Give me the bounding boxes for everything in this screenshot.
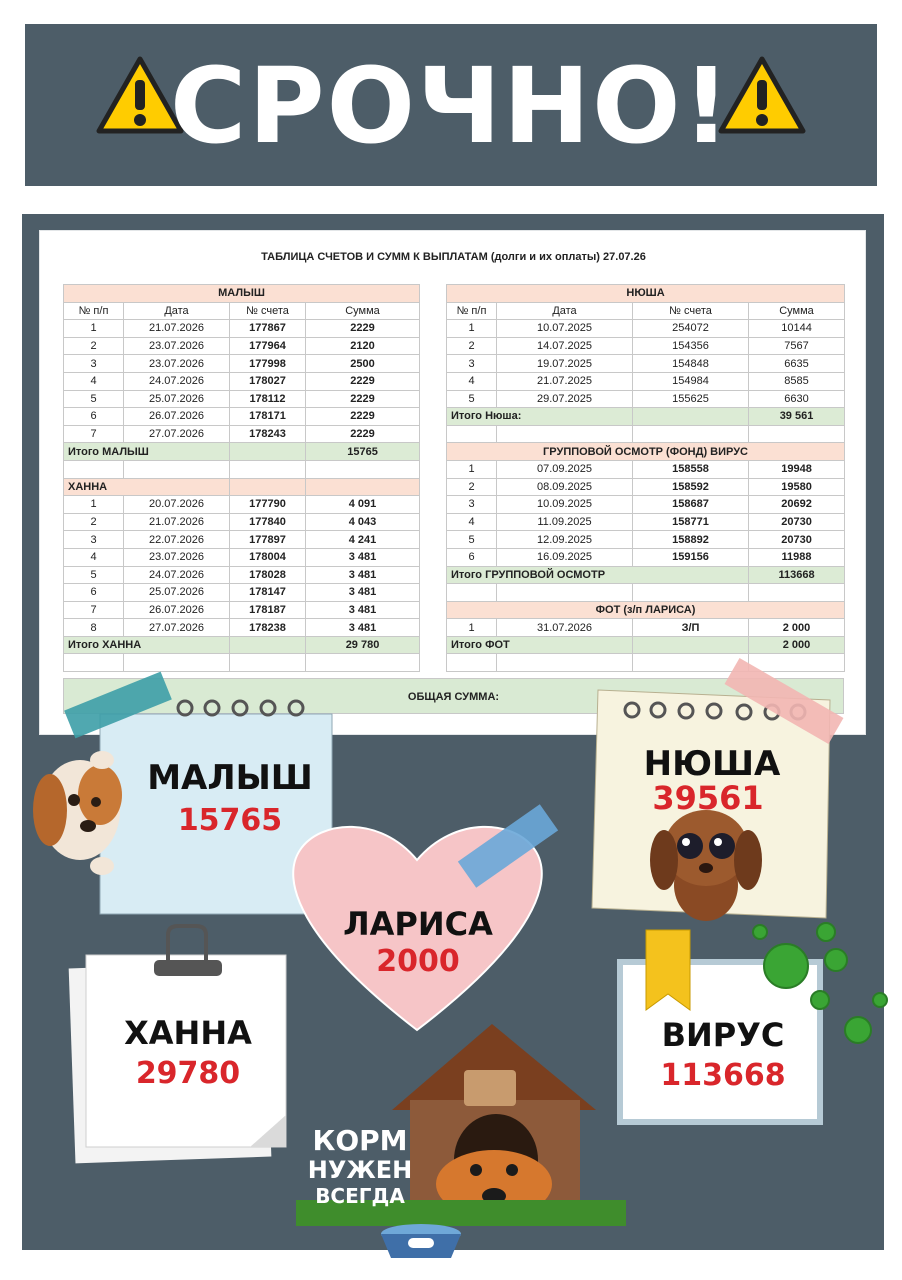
row-invoice: 154984 (633, 372, 749, 390)
row-invoice: 178028 (230, 566, 306, 584)
virus-total: 113668 (749, 566, 845, 584)
nyusha-note-name: НЮША (643, 744, 781, 784)
row-date: 26.07.2026 (124, 408, 230, 426)
row-number: 5 (64, 566, 124, 584)
row-sum: 2229 (306, 390, 420, 408)
col-header-invoice: № счета (230, 302, 306, 320)
row-sum: 7567 (749, 337, 845, 355)
food-caption (300, 1125, 420, 1208)
row-sum: 2120 (306, 337, 420, 355)
row-invoice: 178187 (230, 601, 306, 619)
virus-note-value: 113668 (660, 1058, 786, 1093)
row-number: 4 (447, 513, 497, 531)
row-invoice: 158592 (633, 478, 749, 496)
paper-clip-icon (156, 926, 220, 974)
row-number: 8 (64, 619, 124, 637)
row-invoice: 178243 (230, 425, 306, 443)
row-date: 19.07.2025 (497, 355, 633, 373)
col-header-date: Дата (124, 302, 230, 320)
row-invoice: 177964 (230, 337, 306, 355)
row-date: 25.07.2026 (124, 390, 230, 408)
food-line-2: НУЖЕН (307, 1156, 413, 1185)
row-number: 1 (447, 460, 497, 478)
row-sum: 4 043 (306, 513, 420, 531)
row-date: 10.09.2025 (497, 496, 633, 514)
row-invoice: 177790 (230, 496, 306, 514)
malysh-total: 15765 (306, 443, 420, 461)
row-number: 7 (64, 601, 124, 619)
row-invoice: 178004 (230, 548, 306, 566)
doghouse-icon (392, 1024, 596, 1218)
row-date: 27.07.2026 (124, 619, 230, 637)
row-sum: 11988 (749, 548, 845, 566)
row-invoice: 159156 (633, 548, 749, 566)
virus-total-label: Итого ГРУППОВОЙ ОСМОТР (447, 566, 749, 584)
virus-note-name: ВИРУС (661, 1016, 785, 1054)
row-date: 26.07.2026 (124, 601, 230, 619)
row-invoice: 178027 (230, 372, 306, 390)
row-invoice: 154356 (633, 337, 749, 355)
row-invoice: 177840 (230, 513, 306, 531)
row-sum: 4 241 (306, 531, 420, 549)
fot-header: ФОТ (з/п ЛАРИСА) (447, 601, 845, 619)
row-sum: 6635 (749, 355, 845, 373)
row-sum: 10144 (749, 320, 845, 338)
row-number: 5 (64, 390, 124, 408)
food-line-1: КОРМ (312, 1124, 408, 1157)
row-date: 24.07.2026 (124, 566, 230, 584)
row-sum: 2229 (306, 425, 420, 443)
row-sum: 3 481 (306, 548, 420, 566)
row-date: 11.09.2025 (497, 513, 633, 531)
row-number: 5 (447, 390, 497, 408)
col-header-sum: Сумма (749, 302, 845, 320)
row-invoice: 158687 (633, 496, 749, 514)
row-date: 23.07.2026 (124, 355, 230, 373)
row-date: 16.09.2025 (497, 548, 633, 566)
row-sum: 8585 (749, 372, 845, 390)
row-sum: 19580 (749, 478, 845, 496)
col-header-invoice: № счета (633, 302, 749, 320)
hanna-total-label: Итого ХАННА (64, 636, 230, 654)
hanna-note-value: 29780 (135, 1056, 241, 1091)
row-number: 2 (447, 478, 497, 496)
row-date: 12.09.2025 (497, 531, 633, 549)
row-number: 2 (64, 513, 124, 531)
row-date: 22.07.2026 (124, 531, 230, 549)
nyusha-total: 39 561 (749, 408, 845, 426)
col-header-num: № п/п (447, 302, 497, 320)
row-sum: 6630 (749, 390, 845, 408)
row-invoice: 178112 (230, 390, 306, 408)
col-header-date: Дата (497, 302, 633, 320)
row-sum: 2 000 (749, 619, 845, 637)
row-invoice: 178238 (230, 619, 306, 637)
larisa-note-value: 2000 (376, 944, 460, 979)
row-invoice: 155625 (633, 390, 749, 408)
row-date: 14.07.2025 (497, 337, 633, 355)
row-invoice: 254072 (633, 320, 749, 338)
row-number: 1 (447, 320, 497, 338)
row-invoice: 178147 (230, 584, 306, 602)
row-sum: 2229 (306, 372, 420, 390)
row-invoice: 177897 (230, 531, 306, 549)
row-sum: 3 481 (306, 601, 420, 619)
row-number: 6 (64, 408, 124, 426)
bowl-icon (381, 1224, 461, 1258)
malysh-note-name: МАЛЫШ (147, 758, 313, 798)
row-number: 3 (64, 355, 124, 373)
fot-total: 2 000 (749, 636, 845, 654)
row-date: 07.09.2025 (497, 460, 633, 478)
row-date: 21.07.2026 (124, 513, 230, 531)
row-date: 10.07.2025 (497, 320, 633, 338)
row-sum: 2229 (306, 320, 420, 338)
row-number: 1 (64, 320, 124, 338)
row-sum: 4 091 (306, 496, 420, 514)
hanna-header: ХАННА (64, 478, 230, 496)
row-number: 1 (447, 619, 497, 637)
row-sum: 20730 (749, 531, 845, 549)
row-number: 6 (64, 584, 124, 602)
row-date: 27.07.2026 (124, 425, 230, 443)
row-sum: 3 481 (306, 566, 420, 584)
row-number: 1 (64, 496, 124, 514)
row-sum: 3 481 (306, 619, 420, 637)
hanna-note-name: ХАННА (124, 1014, 252, 1052)
malysh-note-value: 15765 (177, 803, 283, 838)
row-number: 7 (64, 425, 124, 443)
row-number: 5 (447, 531, 497, 549)
row-date: 08.09.2025 (497, 478, 633, 496)
row-number: 4 (64, 548, 124, 566)
nyusha-note-value: 39561 (652, 779, 764, 817)
row-sum: 2500 (306, 355, 420, 373)
row-number: 3 (447, 355, 497, 373)
virus-header: ГРУППОВОЙ ОСМОТР (ФОНД) ВИРУС (447, 443, 845, 461)
row-date: 31.07.2026 (497, 619, 633, 637)
row-date: 24.07.2026 (124, 372, 230, 390)
row-invoice: 178171 (230, 408, 306, 426)
row-date: 29.07.2025 (497, 390, 633, 408)
row-number: 2 (64, 337, 124, 355)
hanna-total: 29 780 (306, 636, 420, 654)
row-number: 3 (447, 496, 497, 514)
row-sum: 19948 (749, 460, 845, 478)
fot-total-label: Итого ФОТ (447, 636, 633, 654)
row-number: 6 (447, 548, 497, 566)
row-date: 23.07.2026 (124, 548, 230, 566)
row-date: 23.07.2026 (124, 337, 230, 355)
malysh-total-label: Итого МАЛЫШ (64, 443, 230, 461)
row-number: 4 (447, 372, 497, 390)
col-header-num: № п/п (64, 302, 124, 320)
row-invoice: З/П (633, 619, 749, 637)
row-sum: 20730 (749, 513, 845, 531)
nyusha-header: НЮША (447, 285, 845, 303)
row-date: 21.07.2025 (497, 372, 633, 390)
row-invoice: 177998 (230, 355, 306, 373)
row-invoice: 158771 (633, 513, 749, 531)
row-invoice: 158558 (633, 460, 749, 478)
row-sum: 3 481 (306, 584, 420, 602)
row-number: 2 (447, 337, 497, 355)
row-date: 20.07.2026 (124, 496, 230, 514)
col-header-sum: Сумма (306, 302, 420, 320)
food-line-3: ВСЕГДА (315, 1183, 405, 1208)
nyusha-total-label: Итого Нюша: (447, 408, 633, 426)
row-number: 4 (64, 372, 124, 390)
row-invoice: 177867 (230, 320, 306, 338)
row-number: 3 (64, 531, 124, 549)
row-sum: 20692 (749, 496, 845, 514)
row-invoice: 158892 (633, 531, 749, 549)
malysh-header: МАЛЫШ (64, 285, 420, 303)
row-sum: 2229 (306, 408, 420, 426)
larisa-note-name: ЛАРИСА (343, 905, 493, 943)
row-date: 25.07.2026 (124, 584, 230, 602)
sheet-title: ТАБЛИЦА СЧЕТОВ И СУММ К ВЫПЛАТАМ (долги и их оплаты) 27.07.26 (261, 251, 646, 263)
row-date: 21.07.2026 (124, 320, 230, 338)
grand-total-bar: ОБЩАЯ СУММА: (63, 678, 844, 714)
banner-title: СРОЧНО! (170, 45, 732, 167)
row-invoice: 154848 (633, 355, 749, 373)
